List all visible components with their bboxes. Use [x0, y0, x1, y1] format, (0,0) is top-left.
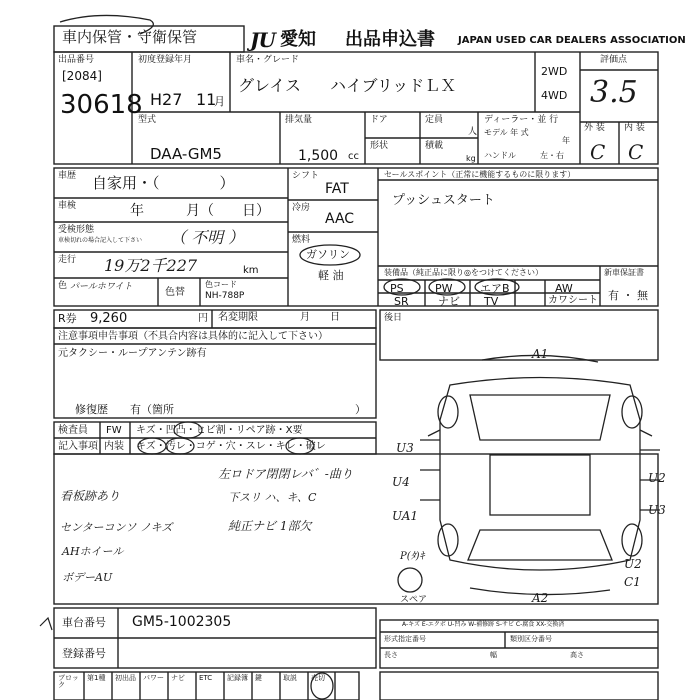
drive-2wd: 2WD	[541, 65, 568, 78]
note-wheel: AHホイール	[62, 545, 124, 558]
body-shape-label: 形状	[370, 141, 389, 151]
notes-label: 注意事項申告事項（不具合内容は具体的に記入して下さい）	[58, 331, 328, 342]
score-label: 評価点	[600, 55, 628, 65]
interior-grade: C	[628, 140, 644, 164]
acceptance-value: （ 不明 ）	[170, 228, 245, 247]
mark-u2-right: U2	[648, 471, 666, 485]
use-type-value: 自家用・（ ）	[92, 174, 235, 192]
entry-label: 記入事項	[58, 441, 98, 452]
mark-c1: C1	[624, 575, 641, 589]
mark-u3-left: U3	[396, 441, 414, 455]
mark-u4-left: U4	[392, 475, 410, 489]
color-code: NH-788P	[205, 291, 245, 301]
mileage-value: 19万2千227	[104, 256, 198, 275]
name-change-label: 名変期限	[218, 312, 258, 323]
equip-kawa-seat: カワシート	[548, 295, 598, 306]
bottom-box-record: 記録簿	[227, 674, 248, 682]
exterior-grade: C	[590, 140, 606, 164]
capacity-unit: 人	[468, 127, 478, 137]
mark-spare-note: P(ﾀ)ｷ	[400, 551, 425, 562]
interior-label: 内 装	[624, 123, 645, 133]
equip-tv: TV	[484, 295, 499, 308]
after-dealing-label: 後日	[384, 313, 403, 323]
year-unit: 年	[562, 136, 570, 145]
acceptance-label: 受検形態	[58, 225, 95, 235]
inspector-label: 検査員	[58, 425, 88, 436]
score-value: 3.5	[590, 75, 638, 110]
dims-width-label: 幅	[490, 651, 497, 659]
model-year-label: モデル 年 式	[484, 128, 529, 137]
note-left-door-sub: 下スリ ハ、キ、C	[228, 491, 317, 504]
fw-items: キズ・凹凸・ヒビ割・リペア跡・X要	[136, 425, 303, 436]
capacity-label: 定員	[425, 115, 444, 125]
bottom-box-key: 鍵	[255, 674, 262, 682]
bottom-box-block: ブロック	[58, 674, 79, 689]
use-type-label: 車歴	[58, 171, 77, 181]
recycle-label: R券	[58, 312, 77, 325]
bottom-box-navi: ナビ	[171, 674, 185, 682]
chassis-label: 車台番号	[62, 616, 106, 629]
recycle-value: 9,260	[90, 311, 128, 326]
displacement-value: 1,500	[298, 148, 339, 164]
equip-ps: PS	[390, 282, 404, 295]
selling-points-label: セールスポイント（正常に機能するものに限ります）	[384, 170, 576, 179]
recycle-unit: 円	[198, 313, 208, 324]
chassis-value: GM5-1002305	[132, 614, 232, 630]
mileage-unit: km	[243, 265, 259, 276]
form-number-label: 形式指定番号	[384, 635, 426, 643]
fuel-gasoline: ガソリン	[306, 248, 350, 261]
color-label: 色	[58, 281, 68, 291]
shift-label: シフト	[292, 171, 320, 181]
aircon-label: 冷房	[292, 203, 311, 213]
note-center-console: センターコンソ ノキズ	[60, 521, 173, 534]
notes-line-1: 元タクシー・ループアンテン跡有	[58, 348, 207, 359]
mark-a2: A2	[532, 591, 549, 605]
equip-aw: AW	[555, 282, 573, 295]
interior-items: キズ・汚レ・コゲ・穴・スレ・キレ・破レ	[136, 441, 326, 452]
shift-value: FAT	[325, 181, 349, 197]
mark-u3-right: U3	[648, 503, 666, 517]
manual-label: 新車保証書	[604, 268, 644, 277]
equip-navi: ナビ	[438, 295, 460, 308]
registration-year: H27	[150, 90, 183, 109]
car-name: グレイス	[238, 76, 302, 95]
spare-label: スペア	[400, 595, 428, 605]
bottom-box-manual: 取説	[283, 674, 297, 682]
color-value: パールホワイト	[70, 282, 133, 292]
handle-options: 左・右	[540, 151, 564, 160]
form-title: 出品申込書	[345, 29, 435, 50]
mileage-label: 走行	[58, 255, 77, 265]
paint-change-label: 色替	[165, 287, 185, 298]
model-label: 型式	[138, 115, 157, 125]
handle-label: ハンドル	[484, 151, 516, 160]
note-left-door: 左ロドア閉閉レバ゛-曲り	[218, 467, 353, 481]
lot-code: [2084]	[62, 69, 102, 83]
equip-airbag: エアB	[480, 282, 510, 295]
mark-ua1-left: UA1	[392, 509, 419, 523]
lot-number: 30618	[60, 90, 143, 120]
registration-month-unit: 月	[214, 95, 225, 108]
ju-logo: JU	[250, 28, 275, 52]
inspection-value: 年 月（ 日）	[130, 203, 270, 219]
selling-points-text: プッシュスタート	[392, 193, 495, 208]
fw-label: FW	[106, 425, 122, 436]
bottom-box-type1: 第1種	[87, 674, 106, 682]
fuel-label: 燃料	[292, 235, 311, 245]
damage-legend: A-キズ E-エクボ U-凹み W-補修跡 S-サビ C-腐食 XX-交換済	[402, 621, 565, 628]
equip-sr: SR	[394, 295, 409, 308]
registration-month: 11	[196, 90, 217, 109]
displacement-unit: cc	[348, 151, 359, 162]
storage-note: 車内保管・守衛保管	[62, 28, 198, 46]
dealer-label: ディーラー・並 行	[484, 115, 559, 125]
fuel-diesel: 軽 油	[318, 269, 344, 282]
bottom-box-etc: ETC	[199, 674, 213, 682]
dims-height-label: 高さ	[570, 651, 584, 659]
note-console: 純正ナビ 1部欠	[228, 519, 312, 533]
bottom-box-first: 初出品	[115, 674, 136, 682]
class-number-label: 類別区分番号	[510, 635, 552, 643]
acceptance-sublabel: 車検切れの場合記入して下さい	[58, 237, 143, 244]
inspection-label: 車検	[58, 201, 77, 211]
doors-label: ドア	[370, 115, 388, 125]
name-change-value: 月 日	[300, 312, 340, 323]
lot-label: 出品番号	[58, 55, 95, 65]
repair-history-close: ）	[355, 403, 366, 416]
interior-check-label: 内装	[104, 441, 124, 452]
dims-length-label: 長さ	[384, 651, 398, 659]
bottom-box-sold: 売切	[311, 674, 325, 682]
equipment-label: 装備品（純正品に限り◎をつけてください）	[384, 268, 543, 277]
equip-pw: PW	[435, 282, 453, 295]
color-code-label: 色コード	[205, 280, 237, 289]
note-bumper: ボデーAU	[62, 571, 113, 584]
mark-a1: A1	[532, 347, 549, 361]
car-grade: ハイブリッドＬＸ	[330, 76, 457, 95]
car-label: 車名・グレード	[236, 55, 300, 65]
mark-u2-bottom: U2	[624, 557, 642, 571]
exterior-label: 外 装	[584, 123, 605, 133]
model-value: DAA-GM5	[150, 145, 222, 163]
org-name-en: JAPAN USED CAR DEALERS ASSOCIATION	[458, 35, 686, 46]
registration-label: 初度登録年月	[138, 55, 193, 65]
bottom-box-power: パワー	[143, 674, 164, 682]
org-name-jp: 愛知	[280, 29, 316, 50]
displacement-label: 排気量	[285, 115, 313, 125]
manual-value: 有 ・ 無	[608, 289, 648, 302]
load-unit: kg	[466, 154, 476, 163]
load-label: 積載	[425, 141, 444, 151]
drive-4wd: 4WD	[541, 89, 568, 102]
aircon-value: AAC	[325, 211, 355, 227]
repair-history: 修復歴 有（箇所	[75, 403, 174, 416]
reg-number-label: 登録番号	[62, 647, 106, 660]
note-seat: 看板跡あり	[60, 489, 121, 503]
